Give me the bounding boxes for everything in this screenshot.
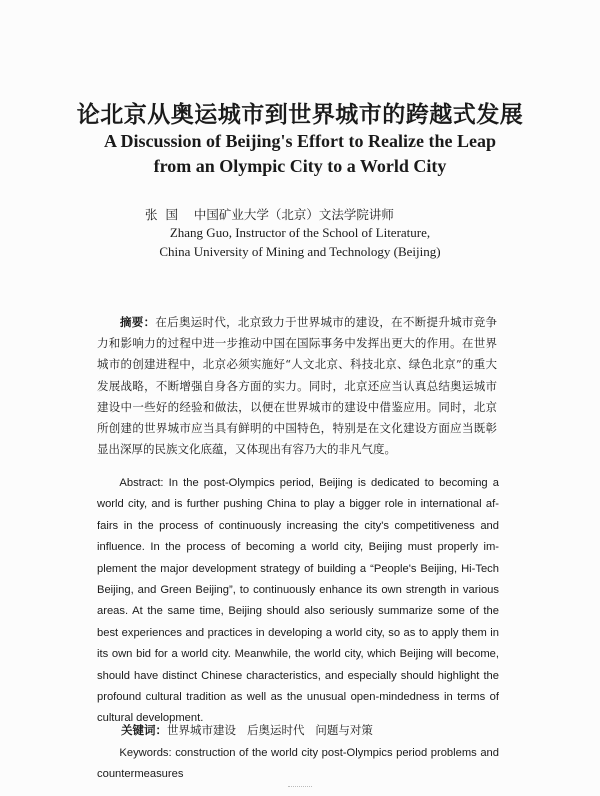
title-english-line-1: A Discussion of Beijing's Effort to Realize the Leap bbox=[104, 131, 496, 151]
keywords-english-label: Keywords: bbox=[119, 747, 172, 759]
keywords-chinese bbox=[121, 722, 373, 738]
author-affiliation-chinese: 中国矿业大学（北京）文法学院讲师 bbox=[193, 207, 394, 222]
author-chinese bbox=[145, 205, 394, 223]
title-chinese: 论北京从奥运城市到世界城市的跨越式发展 bbox=[76, 101, 524, 128]
keywords-chinese-text: 世界城市建设 后奥运时代 问题与对策 bbox=[167, 723, 373, 737]
keywords-chinese-label: 关键词： bbox=[121, 723, 167, 737]
title-english-line-2: from an Olympic City to a World City bbox=[153, 156, 447, 176]
abstract-chinese-text: 在后奥运时代，北京致力于世界城市的建设，在不断提升城市竞争力和影响力的过程中进一步推动中国在国际事务中发挥出更大的作用。在世界城市的创建进程中，北京必须实施好“人文北京、科技北京、绿色北京”的重大发展战略，不断增强自身各方面的实力。同时，北京还应当认真总结奥运城市建设中一些好的经验和做法，以便在世界城市的建设中借鉴应用。同时，北京所创建的世界城市应当具有鲜明的中国特色，特别是在文化建设方面应当既彰显出深厚的民族文化底蕴，又体现出有容乃大的非凡气度。 bbox=[97, 315, 498, 457]
abstract-english-text: In the post-Olympics period, Beijing is dedicated to becoming a world city, and is further pushing China to play a bigger role in international affairs in the process of continuously increasing the city's competitiveness and influence. In the process of becoming a world city, Beijing must properly implement the major development strategy of building a “People's Beijing, Hi-Tech Beijing, and Green Beijing”, to continuously enhance its own strength in various areas. At the same time, Beijing should also seriously summarize some of the best experiences and practices in developing a world city, so as to apply them in its own bid for a world city. Meanwhile, the world city, which Beijing will become, should have distinct Chinese characteristics, and especially should highlight the profound cultural tradition as well as the unusual open-mindedness in terms of cultural development. bbox=[97, 477, 499, 725]
abstract-chinese-label: 摘要： bbox=[120, 315, 156, 329]
abstract-english-label: Abstract: bbox=[119, 477, 164, 489]
keywords-english bbox=[97, 743, 499, 786]
footer-dots bbox=[288, 786, 312, 789]
keywords-english-text: construction of the world city post-Olympics period problems and countermeasures bbox=[97, 747, 499, 781]
author-english-line-2: China University of Mining and Technology (Beijing) bbox=[159, 244, 441, 259]
abstract-chinese bbox=[97, 312, 497, 460]
author-name-chinese: 张 国 bbox=[145, 207, 178, 222]
author-english-line-1: Zhang Guo, Instructor of the School of Literature, bbox=[169, 225, 431, 240]
abstract-english bbox=[97, 473, 499, 730]
